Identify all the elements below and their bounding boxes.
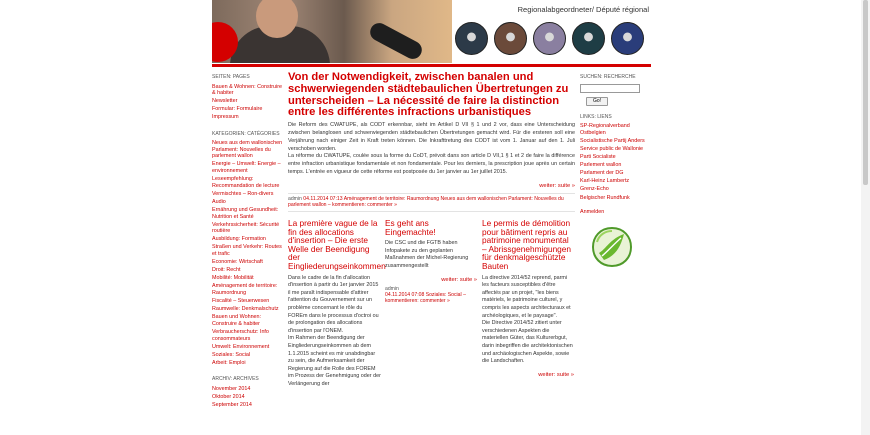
- page-link-4[interactable]: Impressum: [212, 114, 239, 121]
- post-1-body: [288, 275, 382, 389]
- post-3-body: [482, 275, 574, 366]
- external-link-6[interactable]: Parlament der DG: [580, 170, 624, 177]
- archive-link-2[interactable]: Oktober 2014: [212, 393, 245, 400]
- page-link-2[interactable]: Newsletter: [212, 98, 238, 105]
- category-link-11[interactable]: Droit: Recht: [212, 267, 241, 274]
- right-sidebar: [580, 72, 648, 271]
- feature-post-title[interactable]: Von der Notwendigkeit, zwischen banalen und schwerwiegenden städtebaulichen Übertretungen zu unterscheiden – La nécessité de faire la distinction entre les différentes infractions urbanistiques: [288, 71, 569, 119]
- feature-meta-author: admin: [288, 195, 302, 202]
- category-link-10[interactable]: Economie: Wirtschaft: [212, 259, 263, 266]
- page: [212, 0, 651, 435]
- external-link-4[interactable]: Parti Socialiste: [580, 154, 616, 161]
- archive-link-1[interactable]: November 2014: [212, 385, 251, 392]
- post-column-3: [482, 219, 574, 381]
- feature-meta: [288, 193, 575, 212]
- feature-read-more[interactable]: weiter: suite »: [539, 182, 575, 189]
- category-link-18[interactable]: Umwelt: Environnement: [212, 343, 270, 350]
- scrollbar-thumb[interactable]: [863, 0, 868, 185]
- category-link-15[interactable]: Raumwelle: Denkmalschutz: [212, 306, 279, 313]
- category-link-16[interactable]: Bauen und Wohnen: Construire & habiter: [212, 314, 262, 327]
- category-link-8[interactable]: Ausbildung: Formation: [212, 236, 266, 243]
- post-2-meta: [385, 286, 477, 305]
- external-link-1[interactable]: SP-Regionalverband Ostbelgien: [580, 123, 630, 136]
- category-link-13[interactable]: Aménagement de territoire: Raumordnung: [212, 283, 278, 297]
- archive-link-3[interactable]: September 2014: [212, 401, 252, 408]
- post-3-paragraph-fr: La directive 2014/52 reprend, parmi les facteurs susceptibles d'être affectés par un projet, "les biens matériels, le patrimoine culturel, y compris les aspects architecturaux et archéologiques, et le paysage".: [482, 274, 571, 319]
- post-1-paragraph-de: Im Rahmen der Beendigung der Eingliederungseinkommen ab dem 1.1.2015 scheint es mir unabdingbar zu sein, die Aufmerksamkeit der Regierung auf die Rolle des FOREM im Prozess der Genehmigung oder der Verlängerung der: [288, 335, 381, 387]
- post-2-read-more[interactable]: weiter: suite »: [441, 276, 477, 283]
- page-link-3[interactable]: Formular: Formulaire: [212, 106, 263, 113]
- post-1-paragraph-fr: Dans le cadre de la fin d'allocation d'insertion à partir du 1er janvier 2015 il me paraît indispensable d'attirer l'attention du Gouvernement sur un problème concernant le rôle du FOREm dans le processus d'octroi ou de prolongation des allocations d'insertion par l'ONEM.: [288, 274, 379, 334]
- post-2-meta-author: admin: [385, 285, 399, 292]
- post-2-title[interactable]: Es geht ans Eingemachte!: [385, 218, 436, 237]
- category-link-9[interactable]: Straßen und Verkehr: Routes et trafic: [212, 244, 282, 258]
- header: [212, 0, 651, 66]
- category-link-2[interactable]: Energie – Umwelt: Energie – environnement: [212, 161, 281, 175]
- page-scrollbar[interactable]: [861, 0, 870, 435]
- left-sidebar: [212, 72, 284, 410]
- external-link-2[interactable]: Socialistische Partij Anders: [580, 137, 645, 144]
- category-link-1[interactable]: Neues aus dem wallonischen Parlament: Nouvelles du parlement wallon: [212, 140, 283, 160]
- thumbnail-5[interactable]: [611, 22, 644, 55]
- categories-list: [212, 140, 284, 366]
- post-2-body: Die CSC und die FGTB haben Infopakete zu den geplanten Maßnahmen der Michel-Regierung zusammengestellt: [385, 240, 469, 269]
- category-link-19[interactable]: Soziales: Social: [212, 351, 251, 358]
- post-2-meta-links[interactable]: 04.11.2014 07:08 Soziales: Social – kommentieren: commenter »: [385, 291, 466, 304]
- post-1-title[interactable]: La première vague de la fin des allocations d'insertion – Die erste Welle der Beendigung der Eingliederungseinkommen: [288, 218, 386, 271]
- category-link-12[interactable]: Mobilité: Mobilität: [212, 275, 254, 282]
- thumbnail-2[interactable]: [494, 22, 527, 55]
- category-link-6[interactable]: Ernährung und Gesundheit: Nutrition et Santé: [212, 207, 279, 220]
- archive-title: ARCHIV: ARCHIVES: [212, 375, 259, 382]
- post-column-1: [288, 218, 386, 388]
- post-3-title[interactable]: Le permis de démolition pour bâtiment repris au patrimoine monumental – Abrissgenehmigungen für denkmalgeschützte Bauten: [482, 218, 572, 271]
- header-photo: [212, 0, 452, 63]
- external-link-8[interactable]: Grenz-Echo: [580, 186, 609, 193]
- links-list: [580, 123, 648, 201]
- pages-list: [212, 84, 284, 121]
- categories-title: KATEGORIEN: CATÉGORIES: [212, 130, 280, 137]
- photo-microphone: [367, 20, 425, 62]
- site-title: Regionalabgeordneter/ Député régional: [517, 5, 649, 14]
- pages-title: SEITEN: PAGES: [212, 74, 250, 80]
- external-link-3[interactable]: Service public de Wallonie: [580, 145, 644, 152]
- links-title: LINKS: LIENS: [580, 113, 612, 120]
- external-link-9[interactable]: Belgischer Rundfunk: [580, 194, 630, 201]
- category-link-20[interactable]: Arbeit: Emploi: [212, 359, 246, 366]
- post-column-2: [385, 219, 477, 304]
- category-link-3[interactable]: Leseempfehlung: Recommandation de lecture: [212, 176, 280, 189]
- main-content: [288, 71, 575, 387]
- external-link-5[interactable]: Parlement wallon: [580, 162, 622, 169]
- ecology-badge-icon: [590, 225, 634, 269]
- category-link-14[interactable]: Fiscalité – Steuerwesen: [212, 298, 270, 305]
- category-link-17[interactable]: Verbraucherschutz: Info consommateurs: [212, 329, 269, 342]
- thumbnail-3[interactable]: [533, 22, 566, 55]
- page-link-1[interactable]: Bauen & Wohnen: Construire & habiter: [212, 83, 283, 97]
- header-divider: [212, 64, 651, 67]
- search-go-button[interactable]: Go!: [586, 97, 608, 106]
- thumbnail-4[interactable]: [572, 22, 605, 55]
- external-link-7[interactable]: Karl-Heinz Lambertz: [580, 178, 630, 185]
- feature-paragraph-de: Die Reform des CWATUPE, als CODT erkennbar, sieht im Artikel D VII § 1 und 2 vor, dass eine Unterscheidung zwischen belanglosen und schwerwiegenden städtebaulichen Übertretungen gemacht wird. Für die ersteren soll eine Verjährung nach einiger Zeit in Kraft treten können. Die Inkrafttretung des CODT ist vom 1. Januar auf den 1. Juli verschoben worden.: [288, 122, 575, 152]
- login-link[interactable]: Anmelden: [580, 208, 605, 215]
- post-3-paragraph-de: Die Directive 2014/52 zitiert unter verschiedenen Aspekten die materiellen Güter, das Kulturerbgut, darin inbegriffen die architektonischen und archäologischen Aspekte, sowie die Landschaften.: [482, 320, 573, 365]
- category-link-5[interactable]: Audio: [212, 198, 226, 205]
- category-link-7[interactable]: Verkehrssicherheit: Sécurité routière: [212, 221, 280, 235]
- category-link-4[interactable]: Vermischtes – Ron-divers: [212, 190, 274, 197]
- search-title: SUCHEN: RECHERCHE: [580, 74, 636, 80]
- feature-paragraph-fr: La réforme du CWATUPE, coulée sous la forme du CoDT, prévoit dans son article D VII,1 § 1 et 2 de faire la différence entre infraction urbanistique fondamentale et non fondamentale. Pour les derniers, la prescription joue après un certain temps. L'entrée en vigueur de cette réforme est postposée du 1er janvier au 1er juillet 2015.: [288, 153, 575, 175]
- thumbnail-1[interactable]: [455, 22, 488, 55]
- archive-list: [212, 386, 284, 409]
- post-3-read-more[interactable]: weiter: suite »: [538, 371, 574, 378]
- search-input[interactable]: [580, 84, 640, 93]
- feature-meta-links[interactable]: 04.11.2014 07:13 Aménagement de territoire: Raumordnung Neues aus dem wallonischen Parlament: Nouvelles du parlement wallon – kommentieren: commenter »: [288, 195, 564, 209]
